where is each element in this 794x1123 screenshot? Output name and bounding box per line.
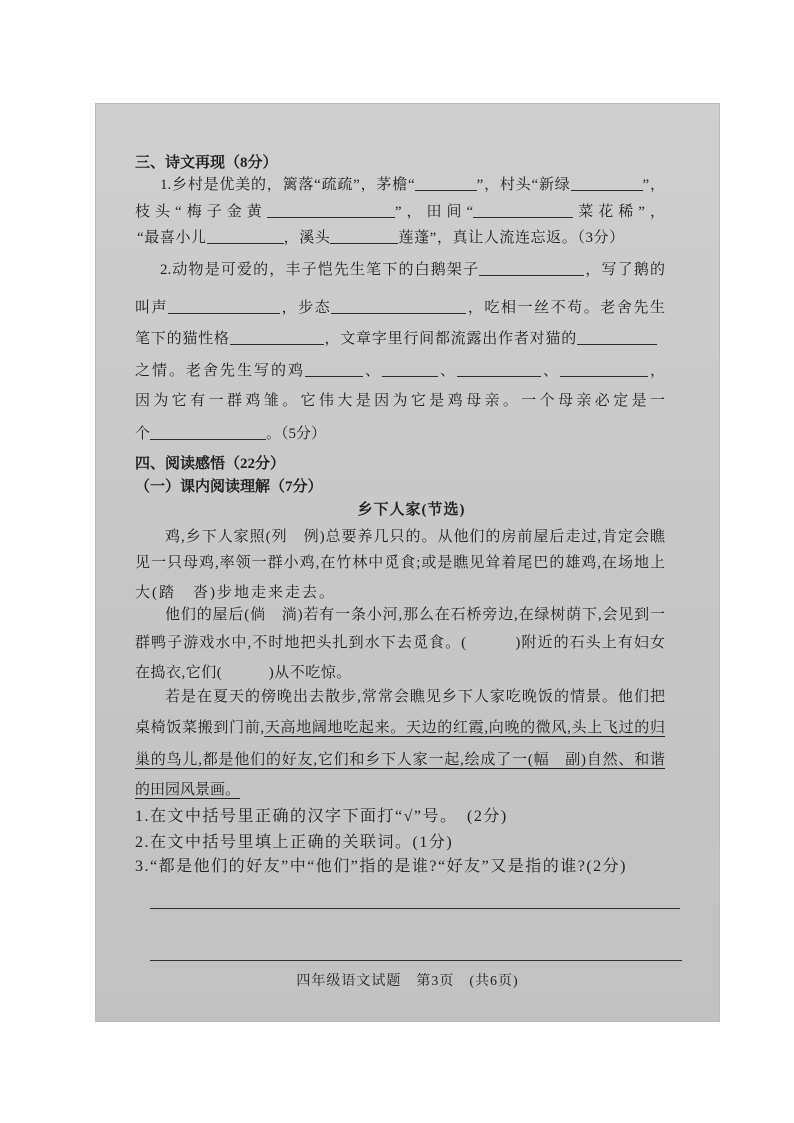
answer-blank: [415, 176, 477, 191]
question-text: 笔下的猫性格: [135, 331, 230, 347]
passage-line: [135, 780, 240, 800]
answer-blank: [457, 362, 541, 377]
poem-q2-line-4: [135, 361, 665, 381]
poem-q1-line-1: [160, 175, 665, 195]
section-3-heading: 三、诗文再现（8分）: [135, 155, 278, 171]
answer-line: [150, 960, 682, 961]
passage-line: 他们的屋后(倘 淌)若有一条小河,那么在石桥旁边,在绿树荫下,会见到一: [165, 607, 665, 623]
answer-blank: [168, 299, 280, 314]
passage-text: 桌椅饭菜搬到门前,: [135, 720, 265, 736]
part-1-heading: （一）课内阅读理解（7分）: [135, 479, 323, 495]
section-4-heading: 四、阅读感悟（22分）: [135, 456, 286, 472]
answer-blank: [571, 176, 643, 191]
question-text: “最喜小儿: [137, 230, 207, 246]
question-text: 叫声: [135, 300, 169, 316]
question-text: 个: [135, 426, 151, 442]
answer-blank: [479, 261, 584, 276]
poem-q1-line-3: [137, 228, 625, 248]
question-text: ，溪头: [283, 230, 331, 246]
question-text: ”，: [642, 177, 665, 193]
underlined-passage-text: 巢的鸟儿,都是他们的好友,它们和乡下人家一起,绘成了一(幅 副)自然、和谐: [135, 752, 665, 768]
poem-q2-line-5: 因为它有一群鸡雏。它伟大是因为它是鸡母亲。一个母亲必定是一: [135, 393, 665, 409]
answer-blank: [230, 330, 324, 345]
question-text: 之情。老舍先生写的鸡: [135, 363, 305, 379]
question-text: ，: [647, 363, 665, 379]
passage-line: 见一只母鸡,率领一群小鸡,在竹林中觅食;或是瞧见耸着尾巴的雄鸡,在场地上: [135, 555, 665, 571]
passage-line: [135, 718, 665, 738]
passage-line: [135, 750, 665, 770]
question-text: 。（5分）: [266, 426, 327, 442]
reading-question-3: 3.“都是他们的好友”中“他们”指的是谁?“好友”又是指的谁?(2分): [135, 858, 627, 875]
poem-q2-line-3: [135, 329, 657, 349]
passage-line: 在捣衣,它们( )从不吃惊。: [135, 665, 352, 681]
underlined-passage-text: 的田园风景画。: [135, 782, 241, 798]
underlined-passage-text: 天边的红霞,向晚的微风,头上飞过的归: [405, 720, 665, 736]
answer-blank: [473, 203, 573, 218]
question-text: 枝头“梅子金黄: [135, 204, 267, 220]
answer-blank: [382, 362, 438, 377]
question-text: ，文章字里行间都流露出作者对猫的: [323, 331, 577, 347]
passage-title: 乡下人家(节选): [357, 502, 466, 518]
passage-line: 大(踏 沓)步地走来走去。: [135, 585, 336, 601]
poem-q2-line-1: [160, 260, 665, 280]
answer-blank: [331, 299, 466, 314]
underlined-passage-text: 天高地阔地吃起来。: [264, 720, 406, 736]
question-text: 菜花稀”，: [573, 204, 665, 220]
question-text: 、: [540, 363, 560, 379]
answer-blank: [577, 330, 657, 345]
passage-line: 鸡,乡下人家照(列 例)总要养几只的。从他们的房前屋后走过,肯定会瞧: [165, 529, 665, 545]
answer-blank: [150, 425, 266, 440]
exam-page: [95, 103, 720, 1022]
question-text: ”，村头“新绿: [476, 177, 571, 193]
poem-q1-line-2: [135, 202, 665, 222]
answer-blank: [207, 229, 284, 244]
answer-blank: [267, 203, 395, 218]
answer-blank: [560, 362, 648, 377]
page-footer: 四年级语文试题 第3页 (共6页): [296, 974, 519, 989]
question-text: 、: [437, 363, 457, 379]
question-text: ，吃相一丝不苟。老舍先生: [466, 300, 665, 316]
passage-line: 群鸭子游戏水中,不时地把头扎到水下去觅食。( )附近的石头上有妇女: [135, 635, 665, 651]
poem-q2-line-2: [135, 298, 665, 318]
question-text: ，写了鹅的: [584, 262, 665, 278]
poem-q2-line-6: [135, 424, 326, 444]
passage-line: 若是在夏天的傍晚出去散步,常常会瞧见乡下人家吃晚饭的情景。他们把: [165, 689, 665, 705]
question-text: 莲蓬”，真让人流连忘返。（3分）: [398, 230, 625, 246]
reading-question-1: 1.在文中括号里正确的汉字下面打“√”号。 (2分): [135, 808, 508, 825]
question-text: ”，田间“: [394, 204, 474, 220]
answer-blank: [305, 362, 363, 377]
answer-blank: [330, 229, 398, 244]
answer-line: [150, 908, 680, 909]
question-text: 1.乡村是优美的，篱落“疏疏”，茅檐“: [160, 177, 415, 193]
question-text: ，步态: [280, 300, 332, 316]
question-text: 、: [362, 363, 382, 379]
question-text: 2.动物是可爱的，丰子恺先生笔下的白鹅架子: [160, 262, 480, 278]
reading-question-2: 2.在文中括号里填上正确的关联词。(1分): [135, 834, 454, 851]
